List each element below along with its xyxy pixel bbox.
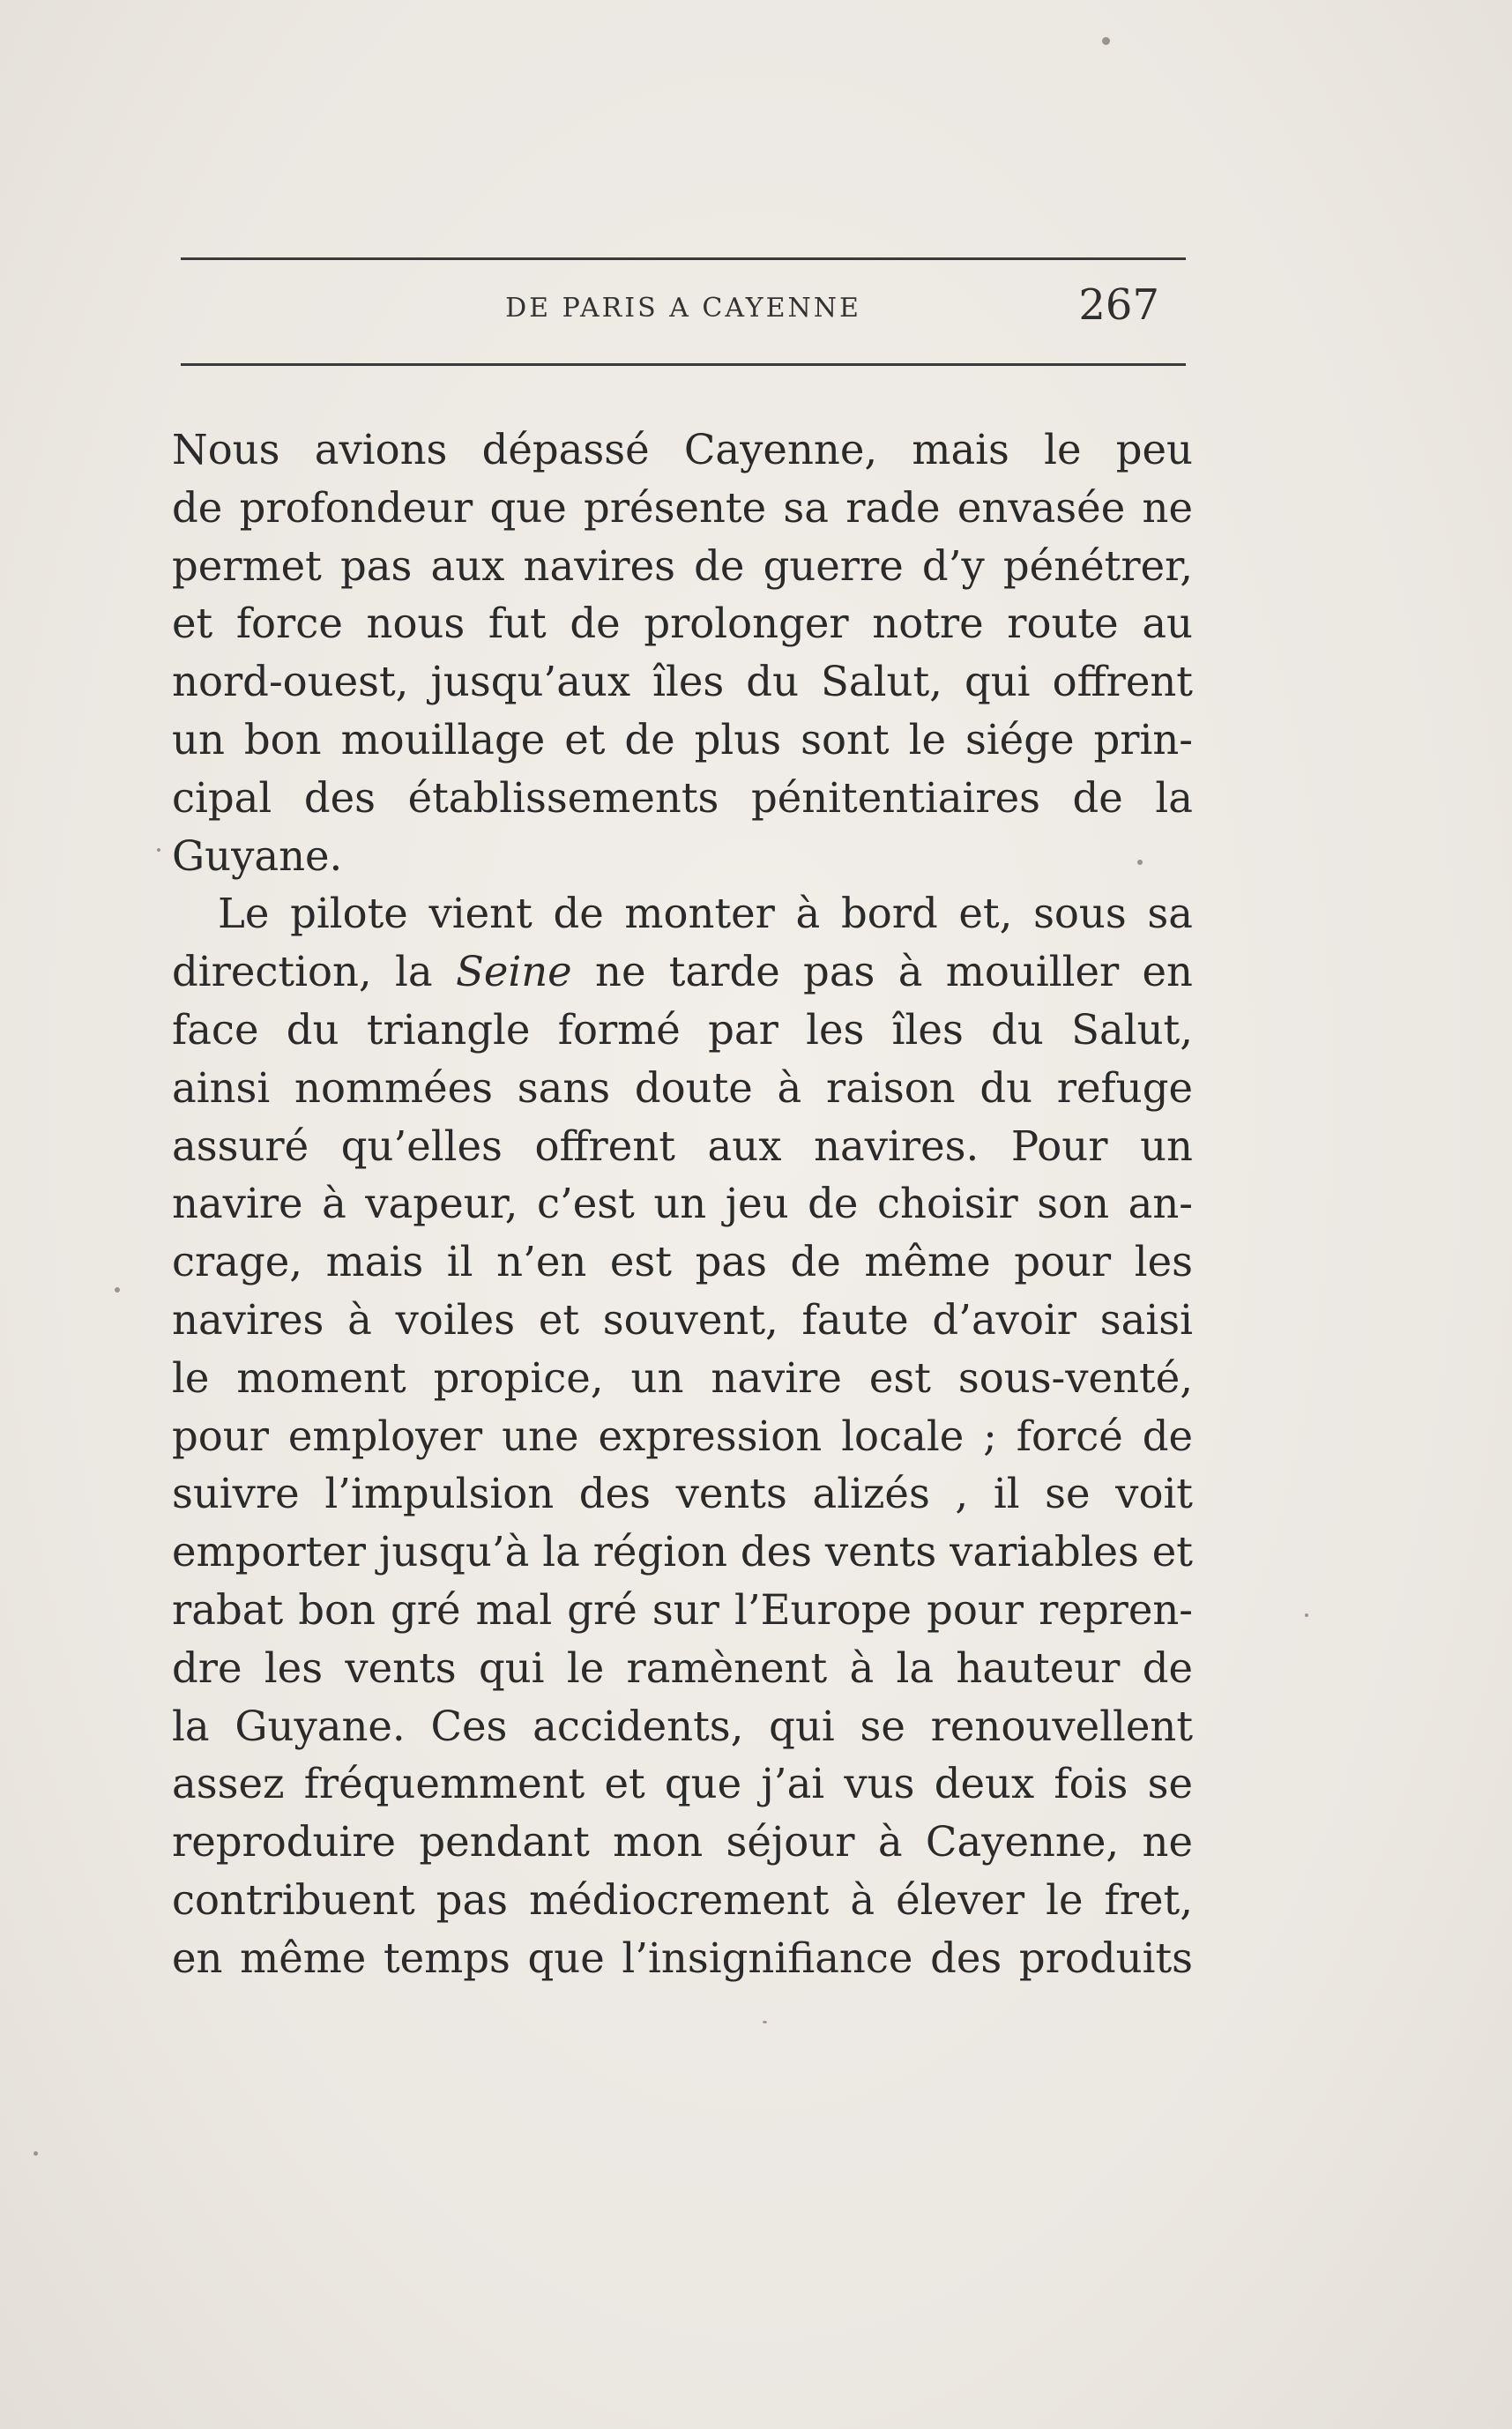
- text-line: rabat bon gré mal gré sur l’Europe pour repren-: [172, 1585, 1193, 1634]
- paper-speck: [763, 2021, 767, 2023]
- text-line: assuré qu’elles offrent aux navires. Pour un: [172, 1121, 1193, 1170]
- text-line: et force nous fut de prolonger notre route au: [172, 600, 1193, 648]
- page-number: 267: [1078, 280, 1159, 330]
- text-line: suivre l’impulsion des vents alizés , il se voit: [172, 1470, 1193, 1518]
- paper-speck: [1137, 860, 1143, 865]
- text-line: de profondeur que présente sa rade envasée ne: [172, 483, 1193, 532]
- text-line: un bon mouillage et de plus sont le siége prin-: [172, 715, 1193, 764]
- body-text: [172, 421, 1193, 1988]
- text-line: en même temps que l’insignifiance des produits: [172, 1934, 1193, 1982]
- text-line: ainsi nommées sans doute à raison du refuge: [172, 1063, 1193, 1112]
- text-line: nord-ouest, jusqu’aux îles du Salut, qui offrent: [172, 658, 1193, 706]
- text-line: crage, mais il n’en est pas de même pour les: [172, 1238, 1193, 1286]
- text-line: face du triangle formé par les îles du Salut,: [172, 1005, 1193, 1054]
- paper-speck: [34, 2151, 38, 2156]
- running-title: DE PARIS A CAYENNE: [505, 293, 861, 324]
- text-line-with-italic: [172, 943, 1193, 1002]
- text-line: reproduire pendant mon séjour à Cayenne, ne: [172, 1818, 1193, 1866]
- text-segment: ne tarde pas à mouiller en: [595, 948, 1193, 996]
- ship-name: Seine: [455, 948, 572, 996]
- text-line: permet pas aux navires de guerre d’y pénétrer,: [172, 541, 1193, 590]
- text-line: pour employer une expression locale ; forcé de: [172, 1412, 1193, 1460]
- paper-speck: [115, 1287, 120, 1293]
- text-line: dre les vents qui le ramènent à la hauteur de: [172, 1643, 1193, 1692]
- paper-speck: [157, 848, 160, 852]
- text-line: contribuent pas médiocrement à élever le fret,: [172, 1875, 1193, 1924]
- text-line: le moment propice, un navire est sous-venté,: [172, 1353, 1193, 1402]
- header-bottom-rule: [181, 363, 1186, 366]
- text-line: emporter jusqu’à la région des vents variables et: [172, 1528, 1193, 1576]
- paper-speck: [1305, 1613, 1308, 1617]
- text-line: navire à vapeur, c’est un jeu de choisir son an-: [172, 1180, 1193, 1228]
- text-line: assez fréquemment et que j’ai vus deux fois se: [172, 1760, 1193, 1808]
- header-top-rule: [181, 257, 1186, 260]
- running-header: [181, 280, 1186, 342]
- text-line: navires à voiles et souvent, faute d’avoir saisi: [172, 1295, 1193, 1344]
- text-line: la Guyane. Ces accidents, qui se renouvellent: [172, 1702, 1193, 1750]
- text-segment: direction, la: [172, 948, 433, 996]
- text-line: Nous avions dépassé Cayenne, mais le peu: [172, 426, 1193, 473]
- text-line: Guyane.: [172, 831, 343, 880]
- text-line: Le pilote vient de monter à bord et, sous sa: [218, 890, 1193, 938]
- paper-speck: [1102, 37, 1110, 45]
- text-line: cipal des établissements pénitentiaires de la: [172, 773, 1193, 822]
